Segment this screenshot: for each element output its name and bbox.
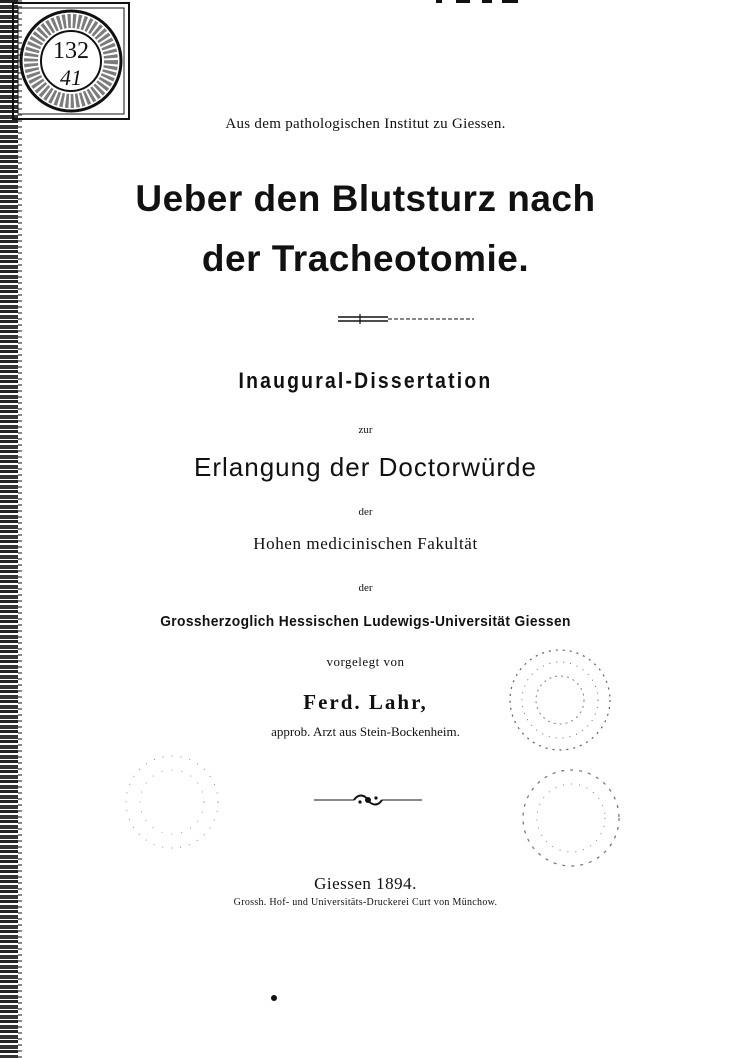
erlangung-line: Erlangung der Doctorwürde (194, 452, 537, 482)
dissertation-heading: Inaugural-Dissertation (238, 368, 493, 393)
author-name: Ferd. Lahr, (303, 690, 428, 714)
faculty-line: Hohen medicinischen Fakultät (253, 534, 478, 553)
ink-speck (271, 995, 277, 1001)
library-stamp (12, 2, 130, 120)
stamp-number-top: 132 (53, 38, 89, 64)
title-line-1: Ueber den Blutsturz nach (135, 178, 596, 219)
connector-der-1: der (358, 506, 373, 518)
faint-stamp-right-lower (508, 762, 634, 874)
vorgelegt-line: vorgelegt von (326, 654, 405, 669)
decorative-rule (338, 314, 474, 324)
stamp-number-bottom: 41 (60, 65, 82, 90)
connector-zur: zur (358, 424, 373, 436)
institute-line: Aus dem pathologischen Institut zu Giessen. (225, 116, 506, 132)
author-credentials: approb. Arzt aus Stein-Bockenheim. (271, 724, 460, 739)
faint-stamp-right-upper (500, 640, 620, 760)
title-line-2: der Tracheotomie. (201, 238, 530, 279)
university-line: Grossherzoglich Hessischen Ludewigs-Universität Giessen (160, 613, 571, 630)
ornament-divider (314, 792, 422, 808)
printer-line: Grossh. Hof- und Universitäts-Druckerei Curt von Münchow. (233, 897, 498, 908)
top-edge-marks (436, 0, 520, 4)
connector-der-2: der (358, 582, 373, 594)
faint-stamp-left (116, 746, 228, 858)
place-year: Giessen 1894. (314, 874, 417, 893)
